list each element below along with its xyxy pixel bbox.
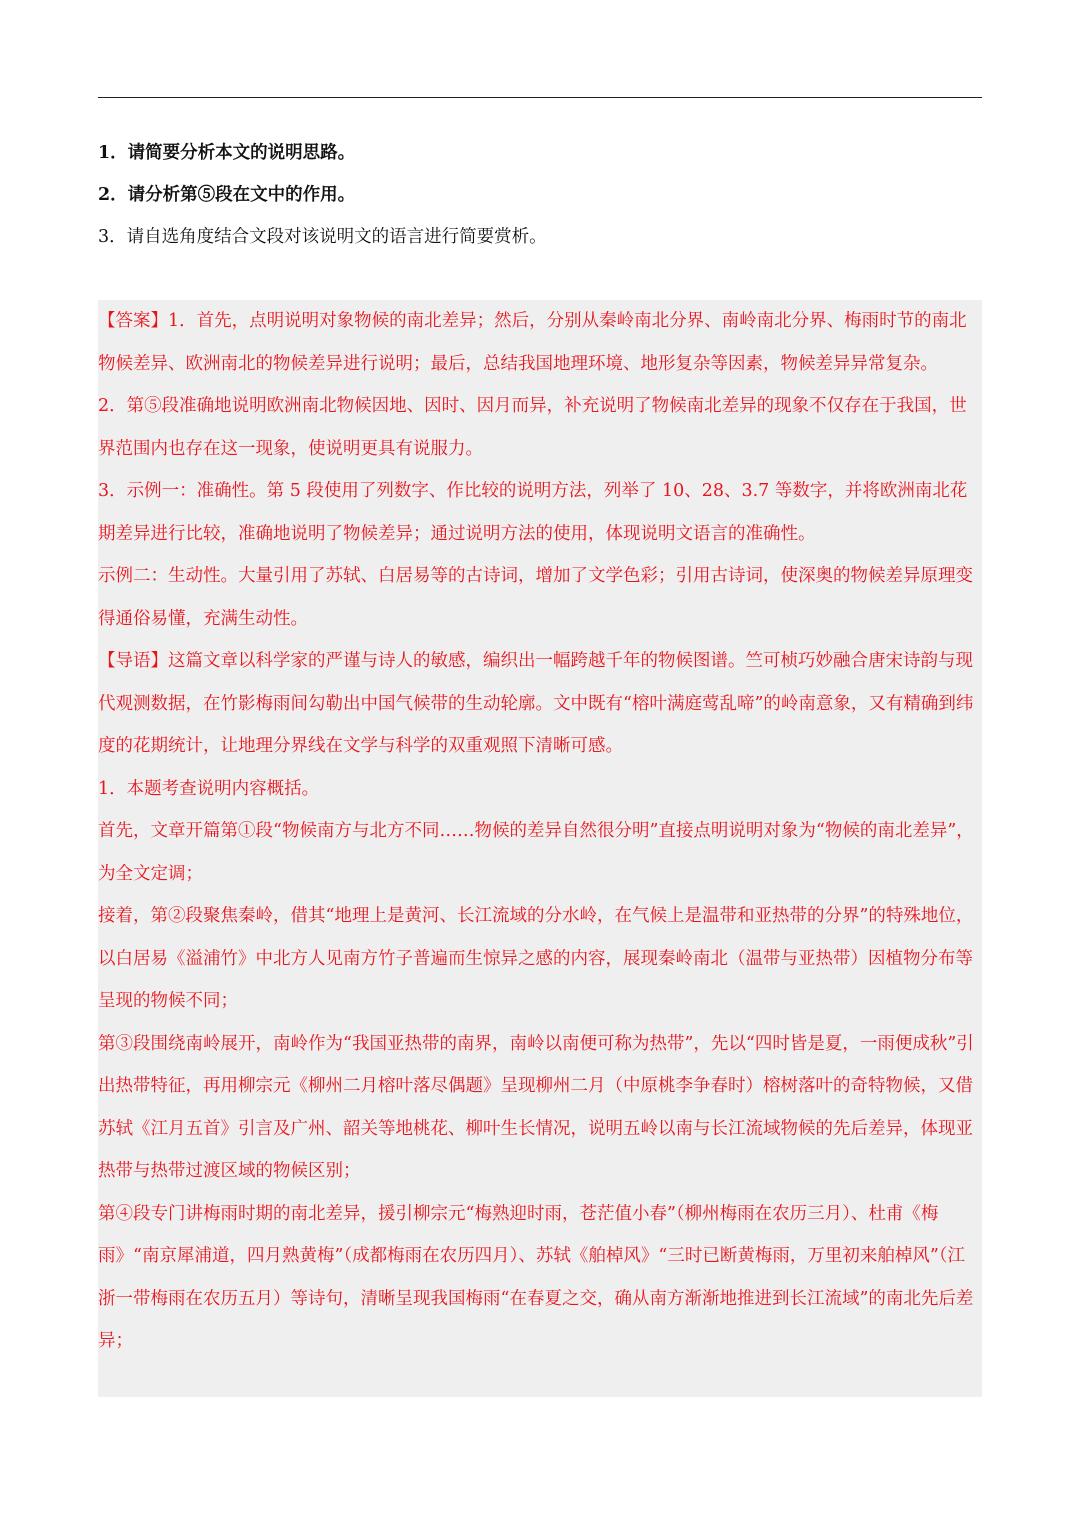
analysis-paragraph: 第④段专门讲梅雨时期的南北差异，援引柳宗元“梅熟迎时雨，苍茫值小春”（柳州梅雨在农历三月）、杜甫《梅雨》“南京犀浦道，四月熟黄梅”（成都梅雨在农历四月）、苏轼《舶棹风》“三时已断黄梅雨，万里初来舶棹风”（江浙一带梅雨在农历五月）等诗句，清晰呈现我国梅雨“在春夏之交，确从南方渐渐地推进到长江流域”的南北先后差异；: [98, 1203, 974, 1351]
answer-paragraph: 3．示例一：准确性。第 5 段使用了列数字、作比较的说明方法，列举了 10、28、3.7 等数字，并将欧洲南北花期差异进行比较，准确地说明了物候差异；通过说明方法的使用，体现说明文语言的准确性。: [98, 481, 968, 544]
question-2: 2．请分析第⑤段在文中的作用。: [98, 185, 356, 205]
analysis-paragraph: 首先，文章开篇第①段“物候南方与北方不同……物候的差异自然很分明”直接点明说明对象为“物候的南北差异”，为全文定调；: [98, 821, 974, 884]
analysis-paragraph: 1．本题考查说明内容概括。: [98, 778, 320, 799]
answer-section: [98, 300, 982, 1397]
question-list: [98, 132, 982, 258]
answer-paragraph: 示例二：生动性。大量引用了苏轼、白居易等的古诗词，增加了文学色彩；引用古诗词，使深奥的物候差异原理变得通俗易懂，充满生动性。: [98, 566, 973, 629]
answer-paragraph: 【答案】1．首先，点明说明对象物候的南北差异；然后，分别从秦岭南北分界、南岭南北分界、梅雨时节的南北物候差异、欧洲南北的物候差异进行说明；最后，总结我国地理环境、地形复杂等因素，物候差异异常复杂。: [98, 311, 967, 374]
analysis-paragraph: 第③段围绕南岭展开，南岭作为“我国亚热带的南界，南岭以南便可称为热带”，先以“四时皆是夏，一雨便成秋”引出热带特征，再用柳宗元《柳州二月榕叶落尽偶题》呈现柳州二月（中原桃李争春时）榕树落叶的奇特物候，又借苏轼《江月五首》引言及广州、韶关等地桃花、柳叶生长情况，说明五岭以南与长江流域物候的先后差异，体现亚热带与热带过渡区域的物候区别；: [98, 1033, 974, 1181]
question-1: 1．请简要分析本文的说明思路。: [98, 143, 356, 163]
answer-paragraph: 2．第⑤段准确地说明欧洲南北物候因地、因时、因月而异，补充说明了物候南北差异的现象不仅存在于我国，世界范围内也存在这一现象，使说明更具有说服力。: [98, 396, 967, 459]
analysis-paragraph: 接着，第②段聚焦秦岭，借其“地理上是黄河、长江流域的分水岭，在气候上是温带和亚热带的分界”的特殊地位，以白居易《溢浦竹》中北方人见南方竹子普遍而生惊异之感的内容，展现秦岭南北（温带与亚热带）因植物分布等呈现的物候不同；: [98, 906, 974, 1011]
question-3: 3．请自选角度结合文段对该说明文的语言进行简要赏析。: [98, 227, 547, 247]
intro-paragraph: 【导语】这篇文章以科学家的严谨与诗人的敏感，编织出一幅跨越千年的物候图谱。竺可桢巧妙融合唐宋诗韵与现代观测数据，在竹影梅雨间勾勒出中国气候带的生动轮廓。文中既有“榕叶满庭莺乱啼”的岭南意象，又有精确到纬度的花期统计，让地理分界线在文学与科学的双重观照下清晰可感。: [98, 651, 974, 756]
header-rule: [98, 97, 982, 98]
